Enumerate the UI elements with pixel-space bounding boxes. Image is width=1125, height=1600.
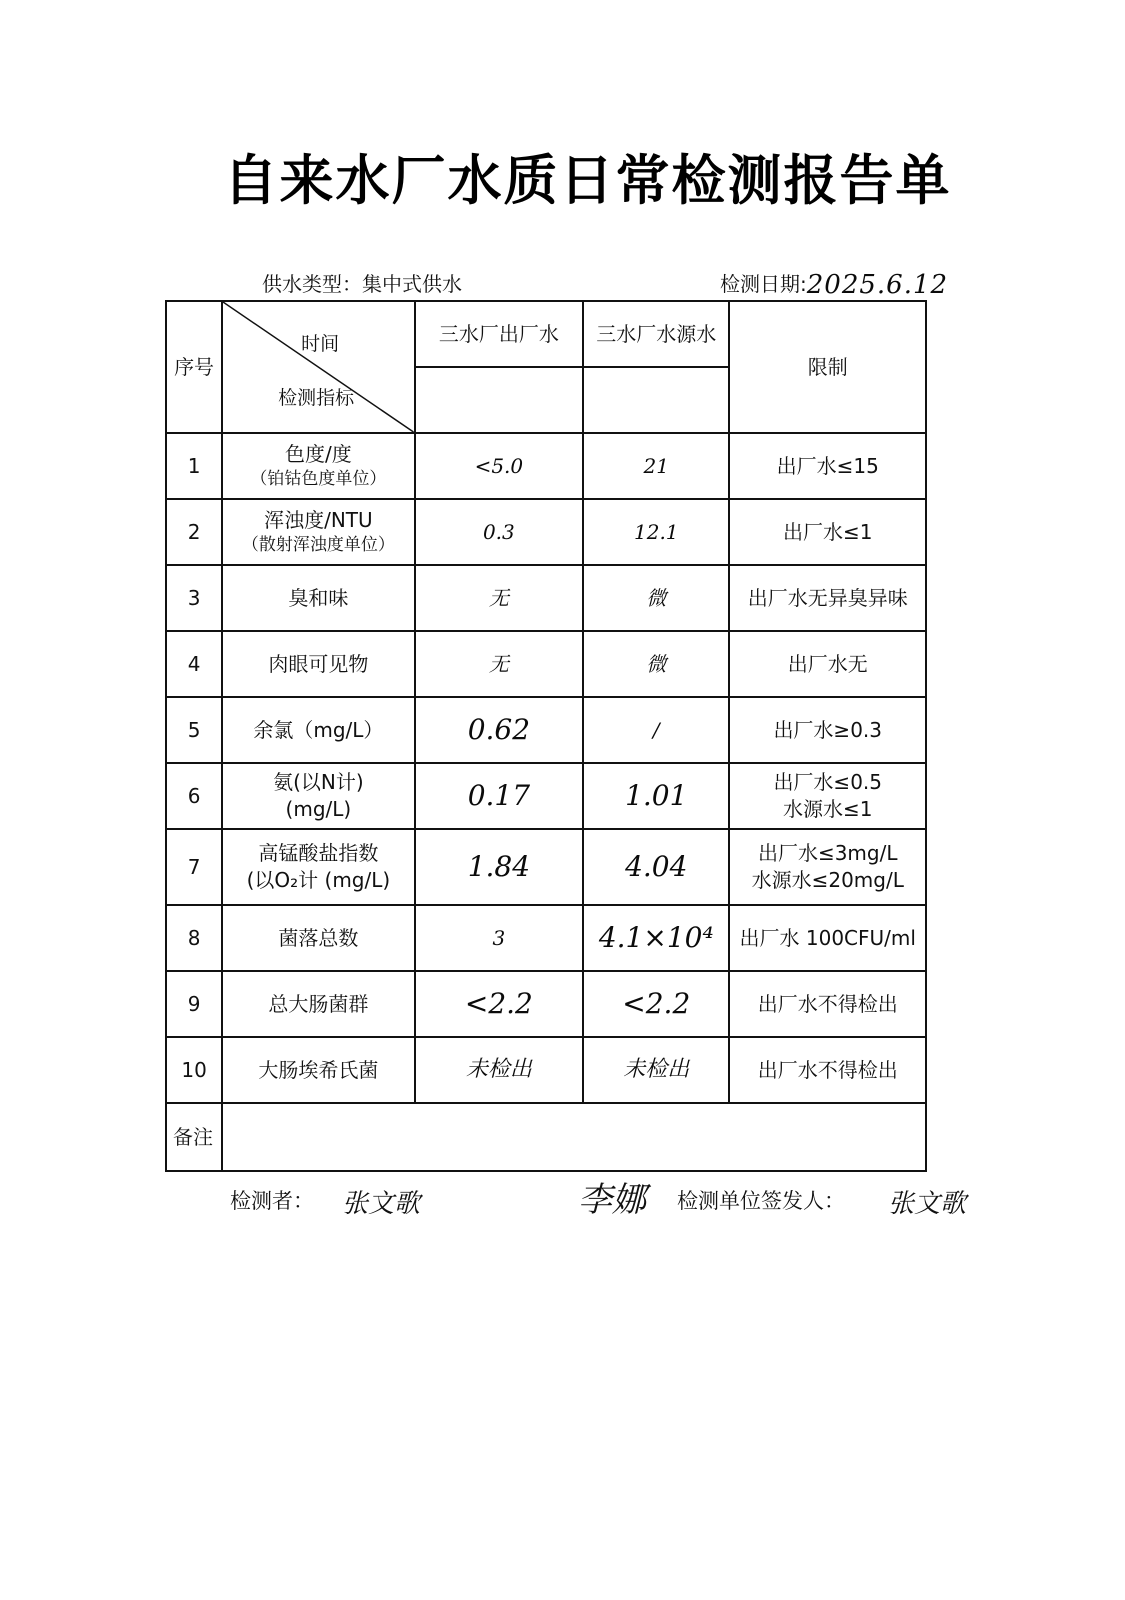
source-value: 未检出: [583, 1037, 729, 1103]
header-diagonal: [222, 301, 415, 433]
row-no: 2: [166, 499, 222, 565]
issuer-signature: 张文歌: [888, 1189, 967, 1219]
row-item: 菌落总数: [222, 905, 415, 971]
supply-type: [262, 268, 462, 297]
cosign-signature: 李娜: [578, 1180, 646, 1220]
date-value: 2025.6.12: [806, 270, 949, 300]
item-unit: (以O₂计 (mg/L): [246, 868, 391, 892]
row-item: 总大肠菌群: [222, 971, 415, 1037]
item-name: 色度/度: [285, 442, 352, 467]
source-value: 21: [583, 433, 729, 499]
issuer-label: 检测单位签发人：: [677, 1189, 845, 1213]
limit-value: 出厂水≤1: [729, 499, 926, 565]
row-no: 6: [166, 763, 222, 829]
header-outlet: 三水厂出厂水: [415, 301, 583, 367]
limit-value: 出厂水无异臭异味: [729, 565, 926, 631]
outlet-value: 0.62: [415, 697, 583, 763]
outlet-value: 1.84: [415, 829, 583, 905]
table-row: [166, 905, 926, 971]
limit-value: [729, 763, 926, 829]
limit-line-1: 出厂水≤3mg/L: [757, 841, 898, 865]
report-table: [165, 300, 927, 1172]
table-row: [166, 565, 926, 631]
outlet-value: 未检出: [415, 1037, 583, 1103]
header-indicator: 检测指标: [278, 387, 355, 409]
limit-value: 出厂水≥0.3: [729, 697, 926, 763]
item-unit: (mg/L): [285, 797, 352, 821]
outlet-value: 无: [415, 631, 583, 697]
row-no: 10: [166, 1037, 222, 1103]
limit-value: 出厂水无: [729, 631, 926, 697]
remark-label: 备注: [166, 1103, 222, 1171]
test-date: [720, 268, 948, 298]
row-item: [222, 433, 415, 499]
table-row: [166, 499, 926, 565]
report-title: 自来水厂水质日常检测报告单: [223, 149, 952, 212]
row-item: [222, 763, 415, 829]
outlet-value: 3: [415, 905, 583, 971]
table-row: [166, 433, 926, 499]
source-value: 微: [583, 565, 729, 631]
limit-value: [729, 829, 926, 905]
limit-line-2: 水源水≤1: [782, 797, 873, 821]
table-row: [166, 1037, 926, 1103]
source-value: 12.1: [583, 499, 729, 565]
row-item: [222, 829, 415, 905]
row-no: 4: [166, 631, 222, 697]
source-value: 微: [583, 631, 729, 697]
table-row: [166, 763, 926, 829]
outlet-value: <2.2: [415, 971, 583, 1037]
inspector-signature: 张文歌: [342, 1189, 421, 1219]
limit-line-1: 出厂水≤0.5: [773, 770, 883, 794]
diagonal-line: [223, 302, 414, 432]
table-row: [166, 829, 926, 905]
row-item: 大肠埃希氏菌: [222, 1037, 415, 1103]
header-source-blank: [583, 367, 729, 433]
header-time: 时间: [301, 333, 340, 355]
limit-value: 出厂水≤15: [729, 433, 926, 499]
source-value: 1.01: [583, 763, 729, 829]
row-no: 5: [166, 697, 222, 763]
row-item: [222, 499, 415, 565]
row-no: 7: [166, 829, 222, 905]
row-no: 1: [166, 433, 222, 499]
outlet-value: <5.0: [415, 433, 583, 499]
inspector-label: 检测者：: [230, 1189, 314, 1213]
row-no: 9: [166, 971, 222, 1037]
row-no: 3: [166, 565, 222, 631]
remark-row: [166, 1103, 926, 1171]
outlet-value: 无: [415, 565, 583, 631]
limit-line-2: 水源水≤20mg/L: [751, 868, 904, 892]
supply-type-value: 集中式供水: [362, 272, 462, 296]
remark-value: [222, 1103, 926, 1171]
item-unit: （散射浑浊度单位）: [241, 535, 395, 556]
source-value: <2.2: [583, 971, 729, 1037]
source-value: 4.1×10⁴: [583, 905, 729, 971]
supply-type-label: 供水类型：: [262, 272, 362, 296]
source-value: 4.04: [583, 829, 729, 905]
item-unit: （铂钴色度单位）: [250, 469, 387, 490]
row-item: 余氯（mg/L）: [222, 697, 415, 763]
row-no: 8: [166, 905, 222, 971]
outlet-value: 0.3: [415, 499, 583, 565]
limit-value: 出厂水不得检出: [729, 971, 926, 1037]
table-row: [166, 697, 926, 763]
limit-value: 出厂水 100CFU/ml: [729, 905, 926, 971]
item-name: 氨(以N计): [273, 770, 364, 794]
item-name: 浑浊度/NTU: [264, 508, 373, 533]
table-row: [166, 631, 926, 697]
table-row: [166, 971, 926, 1037]
header-limit: 限制: [729, 301, 926, 433]
header-index: 序号: [166, 301, 222, 433]
limit-value: 出厂水不得检出: [729, 1037, 926, 1103]
header-outlet-blank: [415, 367, 583, 433]
outlet-value: 0.17: [415, 763, 583, 829]
date-label: 检测日期:: [720, 272, 807, 296]
row-item: 肉眼可见物: [222, 631, 415, 697]
item-name: 高锰酸盐指数: [258, 841, 379, 865]
row-item: 臭和味: [222, 565, 415, 631]
source-value: /: [583, 697, 729, 763]
header-source: 三水厂水源水: [583, 301, 729, 367]
